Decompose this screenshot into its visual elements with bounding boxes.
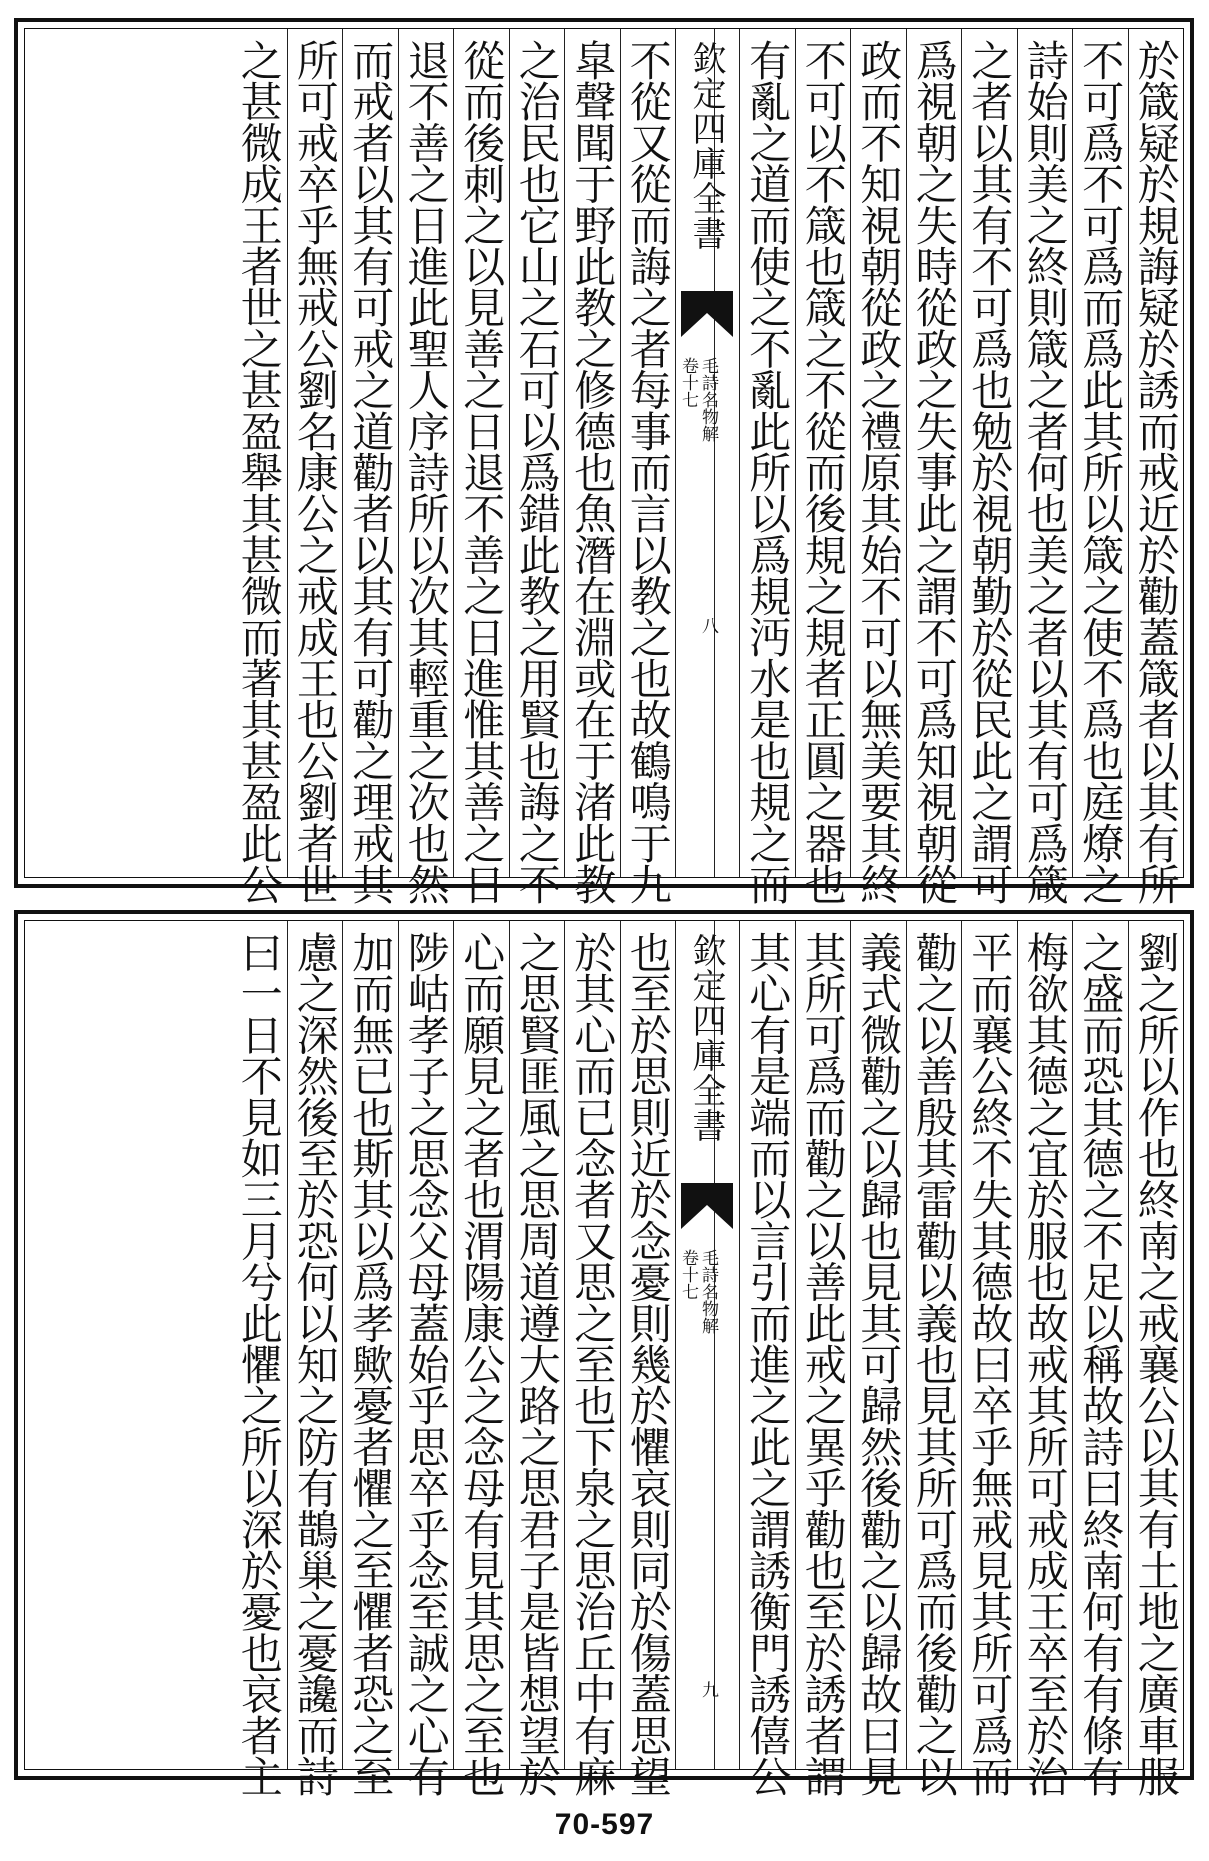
column-text: 之者以其有不可爲也勉於視朝勤於從民此之謂可 <box>965 39 1015 905</box>
text-column <box>509 29 565 905</box>
text-column <box>850 921 906 1797</box>
column-text: 心而願見之者也渭陽康公之念母有見其思之至也 <box>457 931 507 1797</box>
header-book: 毛詩名物解 <box>698 357 718 442</box>
text-column <box>620 921 676 1797</box>
column-text: 有亂之道而使之不亂此所以爲規沔水是也規之而 <box>743 39 793 905</box>
text-column <box>739 921 795 1797</box>
text-column <box>231 921 287 1797</box>
text-column <box>398 29 454 905</box>
column-text: 於箴疑於規誨疑於誘而戒近於勸蓋箴者以其有所 <box>1131 39 1181 905</box>
text-column <box>1017 921 1073 1797</box>
column-text: 而戒者以其有可戒之道勸者以其有可勸之理戒其 <box>346 39 396 905</box>
column-text: 其所可爲而勸之以善此戒之異乎勸也至於誘者謂 <box>798 931 848 1797</box>
header-page-number: 八 <box>698 617 718 634</box>
column-text: 梅欲其德之宜於服也故戒其所可戒成王卒至於治 <box>1020 931 1070 1797</box>
text-column <box>453 921 509 1797</box>
column-text: 平而襄公終不失其德故曰卒乎無戒見其所可爲而 <box>965 931 1015 1797</box>
column-text: 也至於思則近於念憂則幾於懼哀則同於傷蓋思望 <box>623 931 673 1797</box>
column-text: 不可爲不可爲而爲此其所以箴之使不爲也庭燎之 <box>1076 39 1126 905</box>
header-book: 毛詩名物解 <box>698 1249 718 1334</box>
column-text: 加而無已也斯其以爲孝歟憂者懼之至懼者恐之至 <box>346 931 396 1797</box>
header-title: 欽定四庫全書 <box>686 933 726 1143</box>
text-column <box>620 29 676 905</box>
text-column <box>795 921 851 1797</box>
text-column <box>398 921 454 1797</box>
column-text: 慮之深然後至於恐何以知之防有鵲巢之憂讒而詩 <box>290 931 340 1797</box>
text-column <box>850 29 906 905</box>
column-text: 勸之以善殷其雷勸以義也見其所可爲而後勸之以 <box>909 931 959 1797</box>
text-column <box>1072 921 1128 1797</box>
column-text: 之甚微成王者世之甚盈舉其甚微而著其甚盈此公 <box>234 39 284 905</box>
column-text: 從而後刺之以見善之日退不善之日進惟其善之日 <box>457 39 507 905</box>
column-text: 於其心而已念者又思之至也下泉之思治丘中有麻 <box>568 931 618 1797</box>
column-text: 陟岵孝子之思念父母蓋始乎思卒乎念至誠之心有 <box>401 931 451 1797</box>
text-column <box>961 921 1017 1797</box>
text-column <box>564 29 620 905</box>
text-column <box>453 29 509 905</box>
text-column <box>564 921 620 1797</box>
column-text: 爲視朝之失時從政之失事此之謂不可爲知視朝從 <box>909 39 959 905</box>
header-subtitle <box>678 1249 718 1334</box>
column-text: 義式微勸之以歸也見其可歸然後勸之以歸故曰見 <box>854 931 904 1797</box>
text-column <box>906 921 962 1797</box>
bottom-page-body <box>24 920 1184 1797</box>
column-text: 劉之所以作也終南之戒襄公以其有土地之廣車服 <box>1131 931 1181 1797</box>
header-volume: 卷十七 <box>678 357 698 408</box>
text-column <box>739 29 795 905</box>
center-fold-header <box>675 29 739 877</box>
header-title: 欽定四庫全書 <box>686 41 726 251</box>
text-column <box>509 921 565 1797</box>
text-column <box>1128 921 1184 1797</box>
header-volume: 卷十七 <box>678 1249 698 1300</box>
fish-tail-icon <box>681 1183 733 1229</box>
center-fold-header <box>675 921 739 1769</box>
column-text: 詩始則美之終則箴之者何也美之者以其有可爲箴 <box>1020 39 1070 905</box>
column-text: 所可戒卒乎無戒公劉名康公之戒成王也公劉者世 <box>290 39 340 905</box>
bottom-page <box>14 910 1194 1797</box>
column-text: 之治民也它山之石可以爲錯此教之用賢也誨之不 <box>512 39 562 905</box>
text-column <box>795 29 851 905</box>
top-page <box>14 18 1194 905</box>
text-column <box>906 29 962 905</box>
header-page-number: 九 <box>698 1681 718 1698</box>
text-column <box>342 29 398 905</box>
top-page-body <box>24 28 1184 905</box>
column-text: 之思賢匪風之思周道遵大路之思君子是皆想望於 <box>512 931 562 1797</box>
text-column <box>231 29 287 905</box>
header-subtitle <box>678 357 718 442</box>
text-column <box>961 29 1017 905</box>
text-column <box>287 921 343 1797</box>
text-column <box>1128 29 1184 905</box>
column-text: 不可以不箴也箴之不從而後規之規者正圓之器也 <box>798 39 848 905</box>
fish-tail-icon <box>681 291 733 337</box>
column-text: 其心有是端而以言引而進之此之謂誘衡門誘僖公 <box>743 931 793 1797</box>
column-text: 政而不知視朝從政之禮原其始不可以無美要其終 <box>854 39 904 905</box>
text-column <box>342 921 398 1797</box>
text-column <box>1017 29 1073 905</box>
page-code: 70-597 <box>554 1808 655 1841</box>
text-column <box>1072 29 1128 905</box>
text-column <box>287 29 343 905</box>
column-text: 不從又從而誨之者每事而言以教之也故鶴鳴于九 <box>623 39 673 905</box>
column-text: 之盛而恐其德之不足以稱故詩曰終南何有有條有 <box>1076 931 1126 1797</box>
column-text: 退不善之日進此聖人序詩所以次其輕重之次也然 <box>401 39 451 905</box>
column-text: 曰一日不見如三月兮此懼之所以深於憂也哀者主 <box>234 931 284 1797</box>
column-text: 皐聲聞于野此教之修德也魚潛在淵或在于渚此教 <box>568 39 618 905</box>
